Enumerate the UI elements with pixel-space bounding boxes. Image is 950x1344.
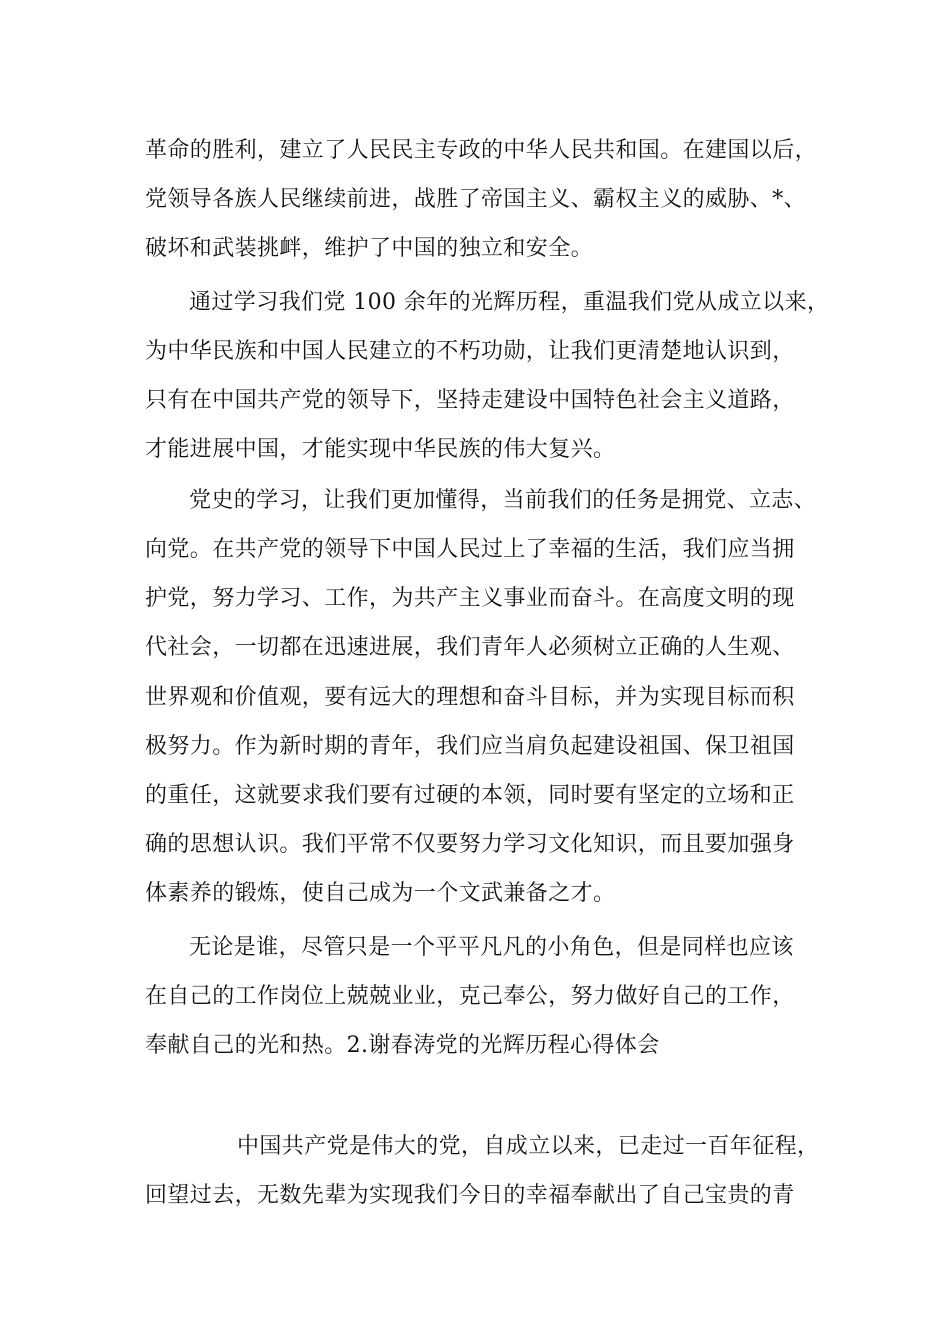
text-line: 无论是谁，尽管只是一个平平凡凡的小角色，但是同样也应该 — [189, 935, 794, 960]
text-line: 只有在中国共产党的领导下，坚持走建设中国特色社会主义道路， — [145, 388, 795, 413]
text-line: 通过学习我们党 100 余年的光辉历程，重温我们党从成立以来， — [189, 290, 830, 315]
text-line: 体素养的锻炼，使自己成为一个文武兼备之才。 — [145, 881, 616, 906]
text-line: 党史的学习，让我们更加懂得，当前我们的任务是拥党、立志、 — [189, 488, 817, 513]
text-line: 革命的胜利，建立了人民民主专政的中华人民共和国。在建国以后， — [145, 138, 818, 163]
text-line: 护党，努力学习、工作，为共产主义事业而奋斗。在高度文明的现 — [145, 586, 795, 611]
text-line: 回望过去，无数先辈为实现我们今日的幸福奉献出了自己宝贵的青 — [145, 1183, 795, 1208]
text-line: 党领导各族人民继续前进，战胜了帝国主义、霸权主义的威胁、*、 — [145, 187, 807, 212]
text-line: 奉献自己的光和热。2.谢春涛党的光辉历程心得体会 — [145, 1033, 660, 1058]
text-line: 在自己的工作岗位上兢兢业业，克己奉公，努力做好自己的工作， — [145, 984, 795, 1009]
text-line: 为中华民族和中国人民建立的不朽功勋，让我们更清楚地认识到， — [145, 339, 795, 364]
text-line: 代社会，一切都在迅速进展，我们青年人必须树立正确的人生观、 — [145, 635, 795, 660]
text-line: 确的思想认识。我们平常不仅要努力学习文化知识，而且要加强身 — [145, 832, 795, 857]
text-line: 才能进展中国，才能实现中华民族的伟大复兴。 — [145, 437, 616, 462]
text-line: 破坏和武装挑衅，维护了中国的独立和安全。 — [145, 236, 594, 261]
text-line: 世界观和价值观，要有远大的理想和奋斗目标，并为实现目标而积 — [145, 685, 795, 710]
text-line: 向党。在共产党的领导下中国人民过上了幸福的生活，我们应当拥 — [145, 537, 795, 562]
text-line: 的重任，这就要求我们要有过硬的本领，同时要有坚定的立场和正 — [145, 783, 795, 808]
text-line: 极努力。作为新时期的青年，我们应当肩负起建设祖国、保卫祖国 — [145, 734, 795, 759]
text-line: 中国共产党是伟大的党，自成立以来，已走过一百年征程， — [237, 1134, 820, 1159]
